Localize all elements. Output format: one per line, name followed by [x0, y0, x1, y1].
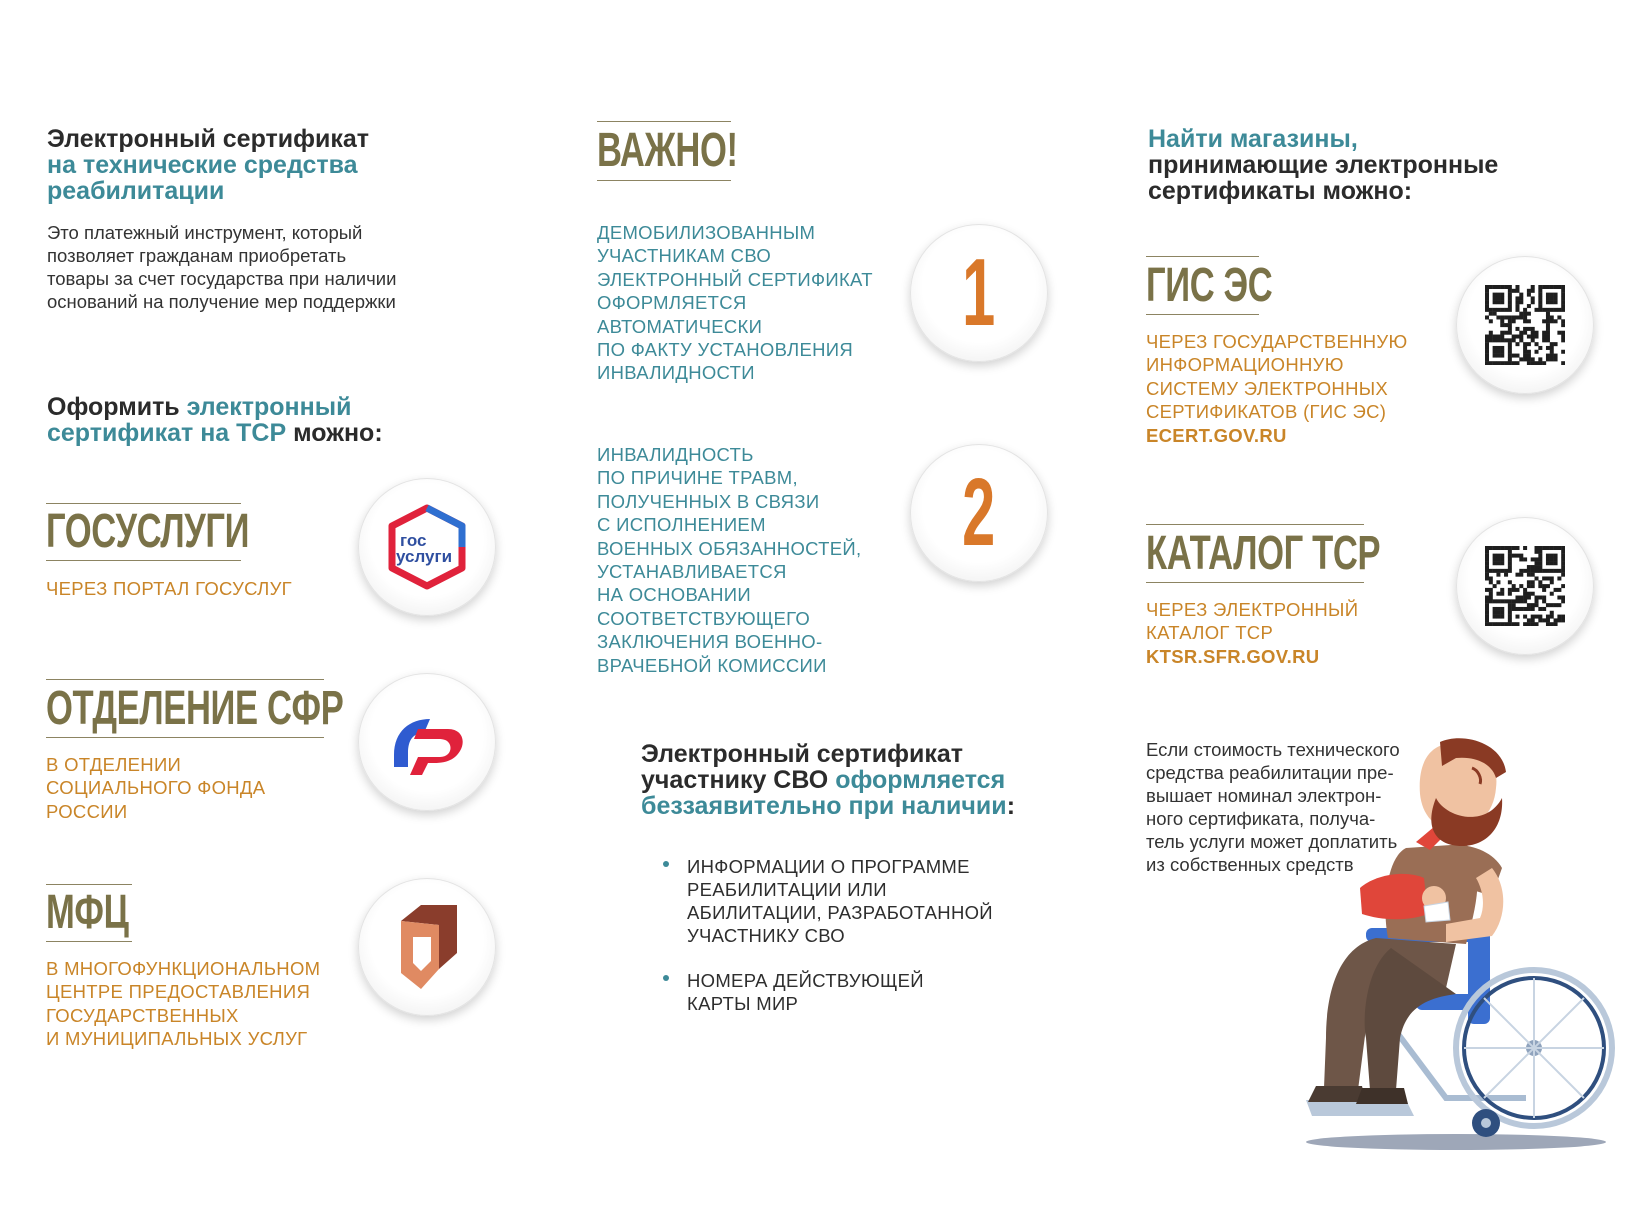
cert-title-line-3: реабилитации: [47, 177, 225, 205]
find-heading: [1148, 126, 1498, 204]
mfc-desc-line: В МНОГОФУНКЦИОНАЛЬНОМ: [46, 958, 321, 979]
point-2-line: ВОЕННЫХ ОБЯЗАННОСТЕЙ,: [597, 537, 862, 559]
gosuslugi-desc: [46, 577, 292, 600]
apply-heading: [47, 394, 383, 446]
bullet-line: РЕАБИЛИТАЦИИ ИЛИ: [687, 879, 887, 900]
svo-heading-line: Электронный сертификат: [641, 740, 964, 768]
gis-es-title: ГИС ЭС: [1146, 259, 1273, 312]
gosuslugi-logo-text: гос: [400, 531, 427, 550]
sfr-desc-line: СОЦИАЛЬНОГО ФОНДА: [46, 777, 266, 799]
cost-note-line: средства реабилитации пре-: [1146, 762, 1394, 783]
katalog-tsr-url[interactable]: KTSR.SFR.GOV.RU: [1146, 645, 1320, 667]
sfr-desc: [46, 753, 265, 823]
apply-heading-part: Оформить: [47, 393, 187, 421]
svo-heading: [641, 741, 1015, 819]
gis-es-desc-line: ЧЕРЕЗ ГОСУДАРСТВЕННУЮ: [1146, 331, 1408, 352]
divider: [597, 121, 731, 122]
divider: [46, 560, 241, 561]
point-1-text: [597, 221, 873, 385]
important-title: ВАЖНО!: [597, 124, 738, 177]
mfc-desc-line: ЦЕНТРЕ ПРЕДОСТАВЛЕНИЯ: [46, 981, 311, 1003]
qr-code-icon[interactable]: [1485, 546, 1565, 626]
svo-heading-part: беззаявительно при наличии: [641, 792, 1007, 820]
cost-note-line: из собственных средств: [1146, 854, 1354, 875]
sfr-desc-line: В ОТДЕЛЕНИИ: [46, 754, 182, 775]
cert-desc-line: оснований на получение мер поддержки: [47, 291, 396, 312]
number-2: 2: [962, 459, 996, 566]
svo-heading-part: :: [1006, 792, 1016, 820]
katalog-tsr-qr-circle: [1456, 517, 1594, 655]
gosuslugi-desc-line: ЧЕРЕЗ ПОРТАЛ ГОСУСЛУГ: [46, 578, 292, 599]
svo-heading-part: участнику СВО: [641, 766, 836, 794]
point-2-line: С ИСПОЛНЕНИЕМ: [597, 514, 766, 536]
number-1: 1: [962, 239, 996, 346]
number-1-circle: [910, 224, 1048, 362]
sfr-logo-icon: [384, 707, 470, 777]
divider: [1146, 256, 1259, 257]
list-item: [663, 855, 993, 947]
bullet-line: УЧАСТНИКУ СВО: [687, 925, 845, 946]
divider: [46, 679, 324, 680]
gis-es-qr-circle: [1456, 256, 1594, 394]
bullet-line: АБИЛИТАЦИИ, РАЗРАБОТАННОЙ: [687, 902, 993, 923]
gosuslugi-logo-icon: [382, 502, 472, 592]
apply-heading-part: сертификат на ТСР: [47, 419, 287, 447]
mfc-desc-line: И МУНИЦИПАЛЬНЫХ УСЛУГ: [46, 1028, 308, 1050]
bullet-line: ИНФОРМАЦИИ О ПРОГРАММЕ: [687, 856, 970, 877]
mfc-desc-line: ГОСУДАРСТВЕННЫХ: [46, 1004, 239, 1026]
point-1-line: ДЕМОБИЛИЗОВАННЫМ: [597, 222, 816, 243]
list-item: [663, 969, 993, 1015]
cert-title: [47, 126, 369, 204]
apply-heading-part: можно:: [286, 419, 383, 447]
cert-desc-line: позволяет гражданам приобретать: [47, 245, 347, 266]
cert-desc-line: товары за счет государства при наличии: [47, 268, 397, 289]
mfc-logo-icon: [387, 899, 467, 995]
apply-heading-part: электронный: [186, 393, 352, 421]
cert-title-line-2: на технические средства: [47, 151, 358, 179]
cert-desc-line: Это платежный инструмент, который: [47, 222, 363, 243]
find-heading-line: Найти магазины,: [1148, 125, 1358, 153]
bullet-line: КАРТЫ МИР: [687, 993, 799, 1014]
cost-note-line: вышает номинал электрон-: [1146, 785, 1382, 806]
find-heading-line: принимающие электронные: [1148, 151, 1499, 179]
sfr-desc-line: РОССИИ: [46, 800, 128, 822]
divider: [1146, 314, 1259, 315]
bullet-dot-icon: [663, 975, 669, 981]
katalog-tsr-desc-line: КАТАЛОГ ТСР: [1146, 622, 1274, 644]
divider: [46, 503, 241, 504]
cost-note-line: Если стоимость технического: [1146, 739, 1400, 760]
gosuslugi-title: ГОСУСЛУГИ: [46, 505, 250, 558]
mfc-circle: [358, 878, 496, 1016]
find-heading-line: сертификаты можно:: [1148, 177, 1413, 205]
divider: [46, 884, 132, 885]
point-1-line: ИНВАЛИДНОСТИ: [597, 362, 755, 384]
mfc-desc: [46, 957, 320, 1051]
svo-heading-part: оформляется: [835, 766, 1006, 794]
svo-bullets: [663, 855, 993, 1037]
point-2-line: ИНВАЛИДНОСТЬ: [597, 444, 754, 465]
divider: [1146, 524, 1364, 525]
gis-es-desc-line: СИСТЕМУ ЭЛЕКТРОННЫХ: [1146, 377, 1389, 399]
point-2-line: СООТВЕТСТВУЮЩЕГО: [597, 607, 811, 629]
qr-code-icon[interactable]: [1485, 285, 1565, 365]
divider: [46, 737, 324, 738]
point-1-line: ОФОРМЛЯЕТСЯ: [597, 292, 747, 314]
cost-note-line: ного сертификата, получа-: [1146, 808, 1376, 829]
point-2-text: [597, 443, 861, 677]
gis-es-desc-line: ИНФОРМАЦИОННУЮ: [1146, 354, 1344, 376]
wheelchair-man-illustration: [1296, 738, 1616, 1158]
point-2-line: ПО ПРИЧИНЕ ТРАВМ,: [597, 467, 798, 489]
katalog-tsr-desc-line: ЧЕРЕЗ ЭЛЕКТРОННЫЙ: [1146, 599, 1359, 620]
gosuslugi-circle: [358, 478, 496, 616]
cert-title-line-1: Электронный сертификат: [47, 125, 370, 153]
point-2-line: ЗАКЛЮЧЕНИЯ ВОЕННО-: [597, 631, 823, 653]
point-1-line: ЭЛЕКТРОННЫЙ СЕРТИФИКАТ: [597, 268, 873, 290]
divider: [1146, 582, 1364, 583]
point-1-line: ПО ФАКТУ УСТАНОВЛЕНИЯ: [597, 339, 853, 361]
point-2-line: ПОЛУЧЕННЫХ В СВЯЗИ: [597, 490, 820, 512]
divider: [46, 941, 132, 942]
bullet-line: НОМЕРА ДЕЙСТВУЮЩЕЙ: [687, 970, 924, 991]
number-2-circle: [910, 444, 1048, 582]
gosuslugi-logo-text: услуги: [396, 547, 453, 566]
bullet-dot-icon: [663, 861, 669, 867]
point-2-line: НА ОСНОВАНИИ: [597, 584, 751, 606]
katalog-tsr-desc: [1146, 598, 1358, 668]
point-2-line: ВРАЧЕБНОЙ КОМИССИИ: [597, 654, 827, 676]
point-2-line: УСТАНАВЛИВАЕТСЯ: [597, 561, 787, 583]
katalog-tsr-title: КАТАЛОГ ТСР: [1146, 527, 1381, 580]
point-1-line: АВТОМАТИЧЕСКИ: [597, 315, 763, 337]
divider: [597, 180, 731, 181]
cert-description: [47, 221, 396, 313]
sfr-title: ОТДЕЛЕНИЕ СФР: [46, 682, 344, 735]
gis-es-url[interactable]: ECERT.GOV.RU: [1146, 424, 1287, 446]
gis-es-desc: [1146, 330, 1407, 447]
cost-note-line: тель услуги может доплатить: [1146, 831, 1398, 852]
sfr-circle: [358, 673, 496, 811]
point-1-line: УЧАСТНИКАМ СВО: [597, 245, 772, 267]
mfc-title: МФЦ: [46, 886, 129, 939]
gis-es-desc-line: СЕРТИФИКАТОВ (ГИС ЭС): [1146, 401, 1387, 423]
